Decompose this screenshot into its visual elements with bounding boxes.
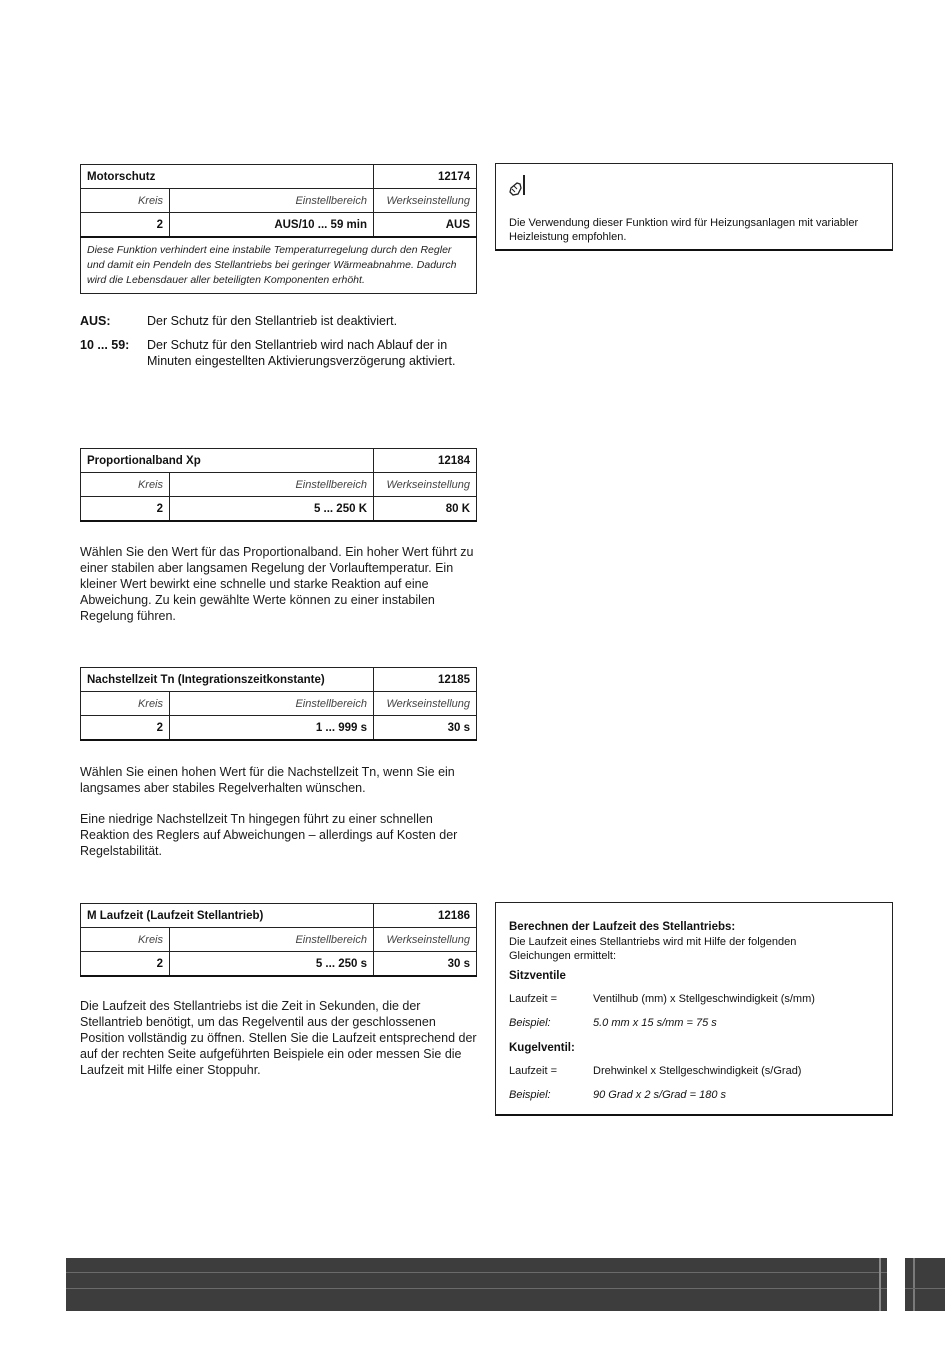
footer-rule xyxy=(66,1288,887,1289)
motorschutz-table xyxy=(80,164,477,294)
val-werkseinstellung: 30 s xyxy=(374,716,477,741)
sitzventile-heading: Sitzventile xyxy=(509,970,566,982)
motorschutz-id: 12174 xyxy=(374,165,477,189)
col-einstellbereich: Einstellbereich xyxy=(170,189,374,213)
calc-heading: Berechnen der Laufzeit des Stellantriebs: xyxy=(509,921,736,933)
definition-term: AUS: xyxy=(80,314,111,328)
definition-text: Der Schutz für den Stellantrieb ist deaktiviert. xyxy=(147,314,398,328)
xp-id: 12184 xyxy=(374,449,477,473)
col-werkseinstellung: Werkseinstellung xyxy=(374,473,477,497)
page-tab xyxy=(905,1258,945,1311)
tn-title: Nachstellzeit Tn (Integrationszeitkonstante) xyxy=(81,668,374,692)
val-einstellbereich: 1 ... 999 s xyxy=(170,716,374,741)
definition-text: Der Schutz für den Stellantrieb wird nach Ablauf der in Minuten eingestellten Aktivierungsverzögerung aktiviert. xyxy=(147,338,456,368)
col-werkseinstellung: Werkseinstellung xyxy=(374,928,477,952)
xp-title: Proportionalband Xp xyxy=(81,449,374,473)
col-werkseinstellung: Werkseinstellung xyxy=(374,692,477,716)
val-werkseinstellung: 80 K xyxy=(374,497,477,522)
val-einstellbereich: 5 ... 250 K xyxy=(170,497,374,522)
sitz-example: 5.0 mm x 15 s/mm = 75 s xyxy=(593,1017,717,1029)
note-text: Die Verwendung dieser Funktion wird für Heizungsanlagen mit variabler Heizleistung empfohlen. xyxy=(509,217,859,243)
laufzeit-table xyxy=(80,903,477,977)
page-tab-rule xyxy=(913,1258,915,1311)
tn-id: 12185 xyxy=(374,668,477,692)
kugel-example-label: Beispiel: xyxy=(509,1089,551,1101)
kugel-label: Laufzeit = xyxy=(509,1065,558,1077)
pointing-hand-icon xyxy=(508,174,528,198)
val-werkseinstellung: 30 s xyxy=(374,952,477,977)
kugel-example: 90 Grad x 2 s/Grad = 180 s xyxy=(593,1089,726,1101)
val-einstellbereich: 5 ... 250 s xyxy=(170,952,374,977)
val-kreis: 2 xyxy=(81,497,170,522)
xp-paragraph: Wählen Sie den Wert für das Proportionalband. Ein hoher Wert führt zu einer stabilen aber langsamen Regelung der Vorlauftemperatur. Ein kleiner Wert bewirkt eine schnelle und starke Reaktion auf eine Abweichung. Zu kein gewählte Werte können zu einer instabilen Regelung führen. xyxy=(80,545,474,623)
motorschutz-title: Motorschutz xyxy=(81,165,374,189)
col-kreis: Kreis xyxy=(81,473,170,497)
footer-bar xyxy=(66,1258,887,1311)
val-kreis: 2 xyxy=(81,213,170,238)
tn-table xyxy=(80,667,477,741)
footer-rule xyxy=(66,1272,887,1273)
footer-separator xyxy=(879,1258,881,1311)
page-tab-rule xyxy=(905,1288,945,1289)
xp-table xyxy=(80,448,477,522)
laufzeit-title: M Laufzeit (Laufzeit Stellantrieb) xyxy=(81,904,374,928)
col-einstellbereich: Einstellbereich xyxy=(170,692,374,716)
kugel-formula: Drehwinkel x Stellgeschwindigkeit (s/Grad) xyxy=(593,1065,802,1077)
col-kreis: Kreis xyxy=(81,189,170,213)
col-einstellbereich: Einstellbereich xyxy=(170,473,374,497)
tn-paragraph-1: Wählen Sie einen hohen Wert für die Nachstellzeit Tn, wenn Sie ein langsames aber stabiles Regelverhalten wünschen. xyxy=(80,765,455,795)
sitz-example-label: Beispiel: xyxy=(509,1017,551,1029)
note-box xyxy=(495,163,893,251)
col-kreis: Kreis xyxy=(81,928,170,952)
definition-term: 10 ... 59: xyxy=(80,338,130,352)
calculation-box xyxy=(495,902,893,1116)
val-kreis: 2 xyxy=(81,716,170,741)
val-werkseinstellung: AUS xyxy=(374,213,477,238)
laufzeit-id: 12186 xyxy=(374,904,477,928)
tn-paragraph-2: Eine niedrige Nachstellzeit Tn hingegen führt zu einer schnellen Reaktion des Reglers auf Abweichungen – allerdings auf Kosten der Regelstabilität. xyxy=(80,812,458,858)
val-einstellbereich: AUS/10 ... 59 min xyxy=(170,213,374,238)
sitz-label: Laufzeit = xyxy=(509,993,558,1005)
calc-intro: Die Laufzeit eines Stellantriebs wird mit Hilfe der folgenden Gleichungen ermittelt: xyxy=(509,936,797,962)
val-kreis: 2 xyxy=(81,952,170,977)
col-werkseinstellung: Werkseinstellung xyxy=(374,189,477,213)
laufzeit-paragraph: Die Laufzeit des Stellantriebs ist die Zeit in Sekunden, die der Stellantrieb benötigt, um das Regelventil aus der geschlossenen Position vollständig zu öffnen. Stellen Sie die Laufzeit entsprechend der auf der rechten Seite aufgeführten Beispiele ein oder messen Sie die Laufzeit mit Hilfe einer Stoppuhr. xyxy=(80,999,477,1077)
motorschutz-description: Diese Funktion verhindert eine instabile Temperaturregelung durch den Regler und damit ein Pendeln des Stellantriebs bei geringer Wärmeabnahme. Dadurch wird die Lebensdauer aller beteiligten Komponenten erhöht. xyxy=(81,237,477,294)
col-einstellbereich: Einstellbereich xyxy=(170,928,374,952)
kugelventil-heading: Kugelventil: xyxy=(509,1042,575,1054)
sitz-formula: Ventilhub (mm) x Stellgeschwindigkeit (s/mm) xyxy=(593,993,815,1005)
col-kreis: Kreis xyxy=(81,692,170,716)
